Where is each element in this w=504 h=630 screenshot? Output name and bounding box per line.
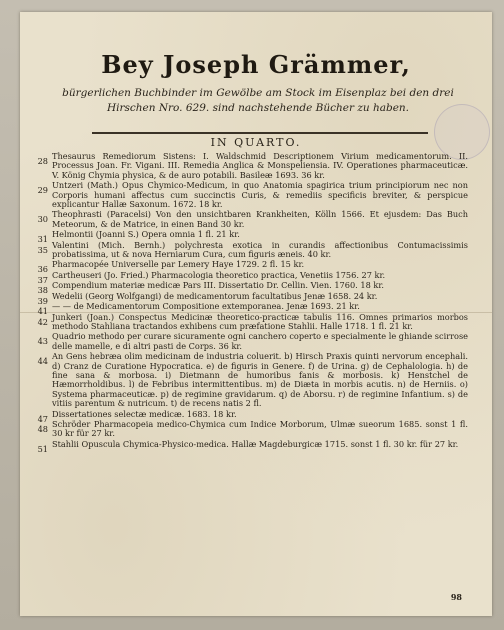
entry-number: 36 — [37, 264, 48, 275]
list-item — [28, 332, 468, 351]
entry-number: 39 — [37, 295, 48, 306]
entry-number: 48 — [37, 423, 48, 434]
entry-text: An Gens hebræa olim medicinam de industria coluerit. b) Hirsch Praxis quinti nervorum encephali. d) Cranz de Curatione Hypocratica. e) de figuris in Genere. f) de Urina. g) de Cephalologia. h) de fine sana & morbosa. i) Dietmann de humoribus fanis & morbosis. k) Henstchel de Hæmorrholdibus. l) de Febribus intermittentibus. m) de Diæta in morbis acutis. n) de Herniis. o) Systema pharmaceuticæ. p) de regimine gravidarum. q) de Aborsu. r) de regimine Infantium. s) de vitiis parentum & nutricum. t) de recens natis 2 fl. — [52, 351, 468, 409]
list-item — [28, 181, 468, 209]
document-title: Bey Joseph Grämmer, — [101, 50, 411, 79]
entry-number: 37 — [37, 274, 48, 285]
entry-text: Pharmacopée Universelle par Lemery Haye 1729. 2 fl. 15 kr. — [52, 259, 305, 270]
entry-text: Junkeri (Joan.) Conspectus Medicinæ theoretico-practicæ tabulis 116. Omnes primarios morbos methodo Stahliana tractandos exhibens cum præfatione Stahlii. Halle 1718. 1 fl. 21 kr. — [52, 311, 468, 331]
entry-text: — — de Medicamentorum Compositione extemporanea. Jenæ 1693. 21 kr. — [52, 301, 360, 312]
entry-text: Compendium materiæ medicæ Pars III. Dissertatio Dr. Cellin. Vien. 1760. 18 kr. — [52, 280, 384, 291]
entry-text: Stahlii Opuscula Chymica-Physico-medica. Hallæ Magdeburgicæ 1715. sonst 1 fl. 30 kr. für 27 kr. — [52, 438, 459, 449]
entry-text: Quadrio methodo per curare sicuramente ogni canchero coperto e specialmente le ghiande scirrose delle mamelle, e di altri pasti de Corps. 36 kr. — [52, 331, 468, 351]
list-item — [28, 241, 468, 260]
list-item — [28, 408, 468, 424]
entry-number: 35 — [37, 244, 48, 255]
book-list — [28, 151, 468, 454]
list-item — [28, 210, 468, 229]
entry-number: 30 — [37, 214, 48, 225]
document-page — [20, 12, 492, 616]
entry-number: 43 — [37, 336, 48, 347]
entry-number: 41 — [37, 306, 48, 317]
entry-text: Cartheuseri (Jo. Fried.) Pharmacologia theoretico practica, Venetiis 1756. 27 kr. — [52, 269, 386, 280]
entry-number: 28 — [37, 156, 48, 166]
entry-text: Wedelii (Georg Wolfgangi) de medicamentorum facultatibus Jenæ 1658. 24 kr. — [52, 290, 378, 301]
entry-text: Schröder Pharmacopeia medico-Chymica cum Indice Morborum, Ulmæ sueorum 1685. sonst 1 fl. 30 kr für 27 kr. — [52, 418, 468, 439]
entry-number: 38 — [37, 285, 48, 296]
list-item — [28, 420, 468, 439]
list-item — [28, 152, 468, 180]
entry-text: Valentini (Mich. Bernh.) polychresta exotica in curandis affectionibus Contumacissimis probatissima, ut & nova Herniarum Cura, cum figuris æneis. 40 kr. — [52, 239, 468, 260]
entry-text: Helmontii (Joanni S.) Opera omnia 1 fl. 21 kr. — [52, 229, 240, 240]
entry-number: 44 — [37, 356, 48, 367]
entry-text: Thesaurus Remediorum Sistens: I. Waldschmid Descriptionem Virium medicamentorum. II. Processus Joan. Fr. Vigani. III. Remedia Anglica & Monspeliensia. IV. Operationes pharmaceuticæ. V. König Chymia physica, & de auro potabili. Basileæ 1693. 36 kr. — [52, 151, 468, 180]
title-divider — [92, 132, 428, 134]
section-heading: IN QUARTO. — [210, 136, 302, 149]
list-item — [28, 352, 468, 408]
entry-text: Untzeri (Math.) Opus Chymico-Medicum, in quo Anatomia spagirica trium principiorum nec non Corporis humani affectus cum succinctis Curis, & remediis specificis breviter, & perspicue explicantur Hallæ Saxonum. 1672. 18 kr. — [52, 180, 468, 210]
entry-number: 42 — [37, 316, 48, 327]
entry-number: 31 — [37, 234, 48, 245]
list-item — [28, 229, 468, 245]
entry-text: Theophrasti (Paracelsi) Von den unsichtbaren Krankheiten, Kölln 1566. Et ejusdem: Das Buch Meteorum, & de Matrice, in einen Band 30 kr. — [52, 209, 468, 229]
page-signature-mark: 98 — [450, 592, 462, 602]
entry-number: 29 — [37, 185, 48, 196]
list-item — [28, 313, 468, 332]
entry-text: Dissertationes selectæ medicæ. 1683. 18 kr. — [52, 408, 237, 419]
list-item — [28, 301, 468, 317]
entry-number: 47 — [37, 413, 48, 424]
entry-number: 51 — [37, 443, 48, 454]
document-subtitle: bürgerlichen Buchbinder im Gewölbe am Stock im Eisenplaz bei den drei Hirschen Nro. 629. sind nachstehende Bücher zu haben. — [62, 87, 454, 114]
list-item — [28, 438, 468, 454]
